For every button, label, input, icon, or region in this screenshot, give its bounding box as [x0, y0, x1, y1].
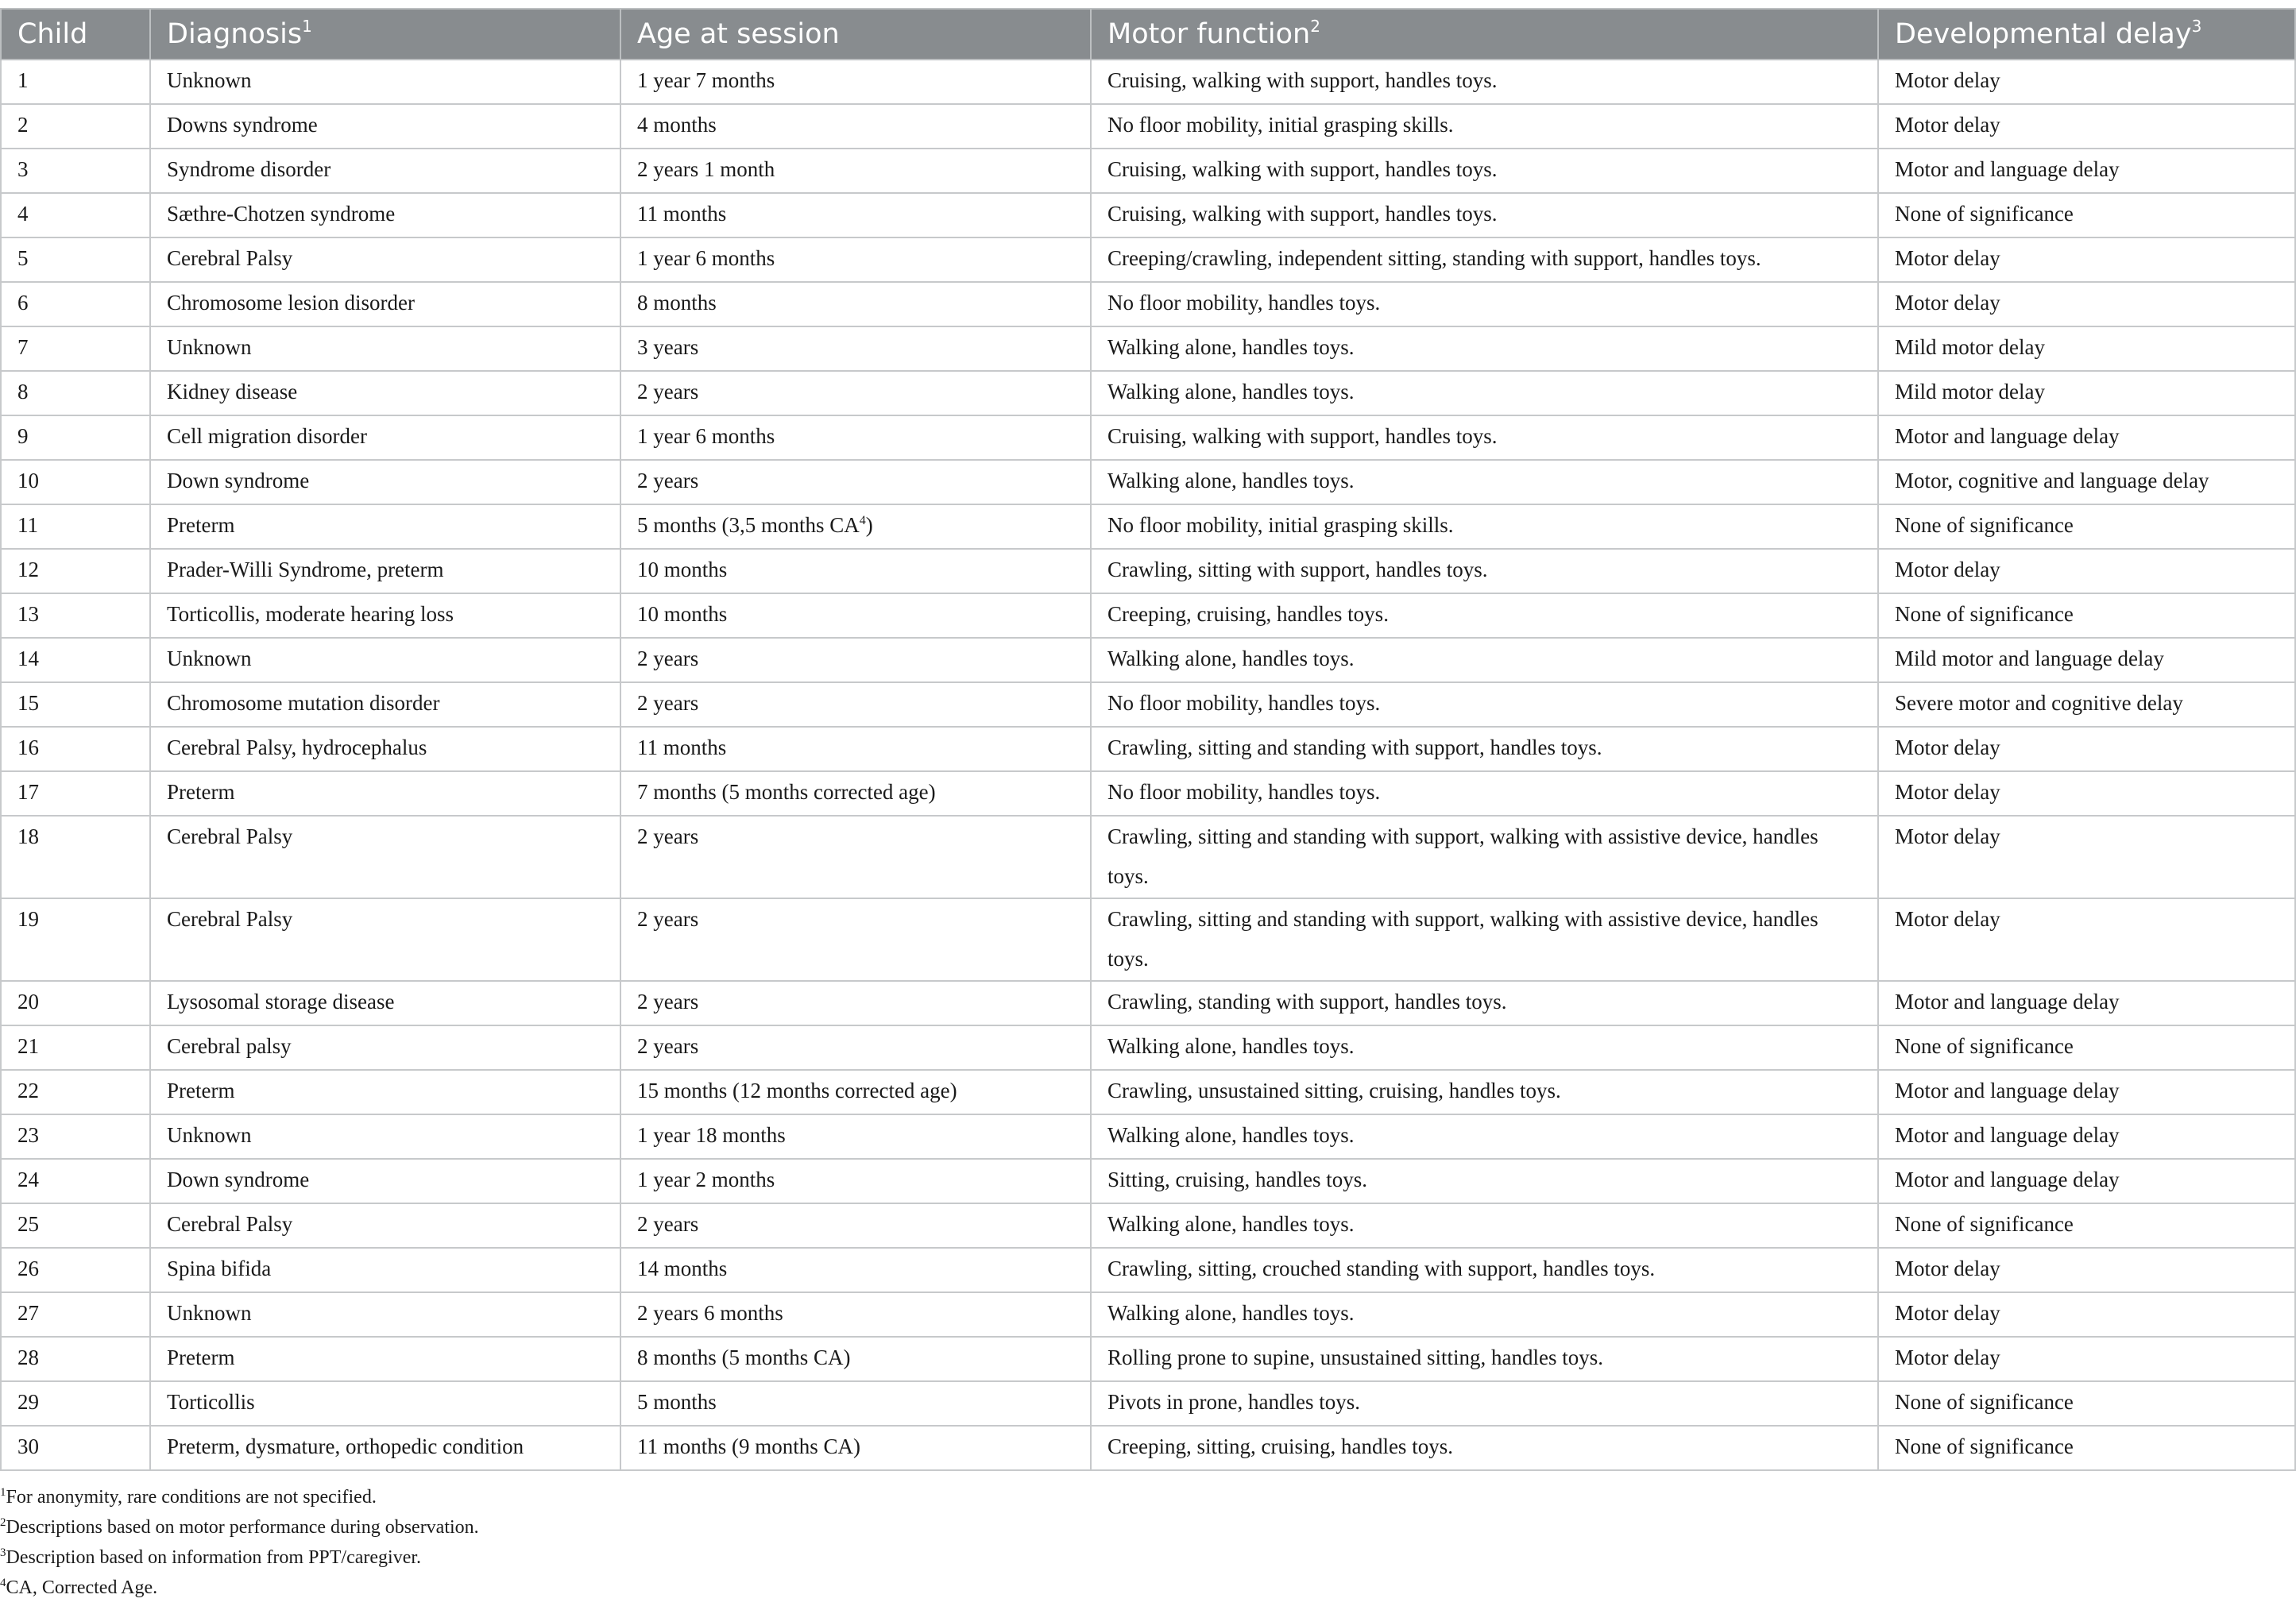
cell-developmental-delay: Motor delay — [1878, 1337, 2295, 1381]
table-row — [1, 193, 2295, 237]
cell-motor-function: Cruising, walking with support, handles toys. — [1091, 60, 1878, 104]
cell-age: 1 year 18 months — [620, 1114, 1091, 1159]
cell-age: 5 months — [620, 1381, 1091, 1426]
cell-diagnosis: Cerebral palsy — [150, 1025, 620, 1070]
cell-developmental-delay: None of significance — [1878, 504, 2295, 549]
cell-child: 11 — [1, 504, 150, 549]
cell-diagnosis: Cerebral Palsy — [150, 237, 620, 282]
cell-age: 5 months (3,5 months $CA^4$) — [620, 504, 1091, 549]
cell-age: 11 months — [620, 193, 1091, 237]
table-row — [1, 1381, 2295, 1426]
cell-diagnosis: Preterm — [150, 504, 620, 549]
cell-motor-function: Creeping, cruising, handles toys. — [1091, 593, 1878, 638]
cell-child: 18 — [1, 816, 150, 898]
cell-age: 8 months (5 months CA) — [620, 1337, 1091, 1381]
cell-child: 17 — [1, 771, 150, 816]
table-row — [1, 326, 2295, 371]
header-developmental-delay: Developmental delay$^3$ — [1878, 9, 2295, 60]
cell-diagnosis: Torticollis, moderate hearing loss — [150, 593, 620, 638]
cell-child: 25 — [1, 1203, 150, 1248]
cell-child: 10 — [1, 460, 150, 504]
cell-age: 2 years — [620, 638, 1091, 682]
cell-developmental-delay: Motor delay — [1878, 237, 2295, 282]
cell-age: 3 years — [620, 326, 1091, 371]
cell-motor-function: Crawling, sitting and standing with support, walking with assistive device, handles toys. — [1091, 816, 1878, 898]
table-row — [1, 415, 2295, 460]
cell-age: 14 months — [620, 1248, 1091, 1292]
cell-developmental-delay: Motor delay — [1878, 60, 2295, 104]
table-row — [1, 816, 2295, 898]
cell-developmental-delay: None of significance — [1878, 1025, 2295, 1070]
cell-motor-function: No floor mobility, handles toys. — [1091, 682, 1878, 727]
cell-child: 26 — [1, 1248, 150, 1292]
cell-developmental-delay: Motor delay — [1878, 816, 2295, 898]
cell-child: 19 — [1, 898, 150, 981]
cell-diagnosis: Kidney disease — [150, 371, 620, 415]
cell-motor-function: Crawling, sitting with support, handles toys. — [1091, 549, 1878, 593]
cell-motor-function: Rolling prone to supine, unsustained sitting, handles toys. — [1091, 1337, 1878, 1381]
cell-age: 2 years — [620, 816, 1091, 898]
cell-child: 13 — [1, 593, 150, 638]
cell-age: 4 months — [620, 104, 1091, 149]
cell-motor-function: Crawling, standing with support, handles toys. — [1091, 981, 1878, 1025]
cell-developmental-delay: Motor and language delay — [1878, 981, 2295, 1025]
cell-age: 10 months — [620, 549, 1091, 593]
cell-motor-function: No floor mobility, handles toys. — [1091, 282, 1878, 326]
table-row — [1, 1203, 2295, 1248]
table-row — [1, 981, 2295, 1025]
cell-developmental-delay: Motor delay — [1878, 898, 2295, 981]
table-row — [1, 237, 2295, 282]
cell-child: 15 — [1, 682, 150, 727]
cell-age: 2 years — [620, 460, 1091, 504]
cell-motor-function: Crawling, sitting, crouched standing with support, handles toys. — [1091, 1248, 1878, 1292]
cell-age: 1 year 2 months — [620, 1159, 1091, 1203]
cell-diagnosis: Cerebral Palsy — [150, 1203, 620, 1248]
cell-diagnosis: Torticollis — [150, 1381, 620, 1426]
cell-motor-function: Pivots in prone, handles toys. — [1091, 1381, 1878, 1426]
cell-child: 5 — [1, 237, 150, 282]
footnote-mark: 4 — [859, 514, 866, 527]
cell-age: 2 years 1 month — [620, 149, 1091, 193]
cell-developmental-delay: None of significance — [1878, 1381, 2295, 1426]
children-characteristics-table — [0, 8, 2296, 1471]
table-row — [1, 1426, 2295, 1470]
cell-developmental-delay: Motor delay — [1878, 1248, 2295, 1292]
cell-diagnosis: Down syndrome — [150, 1159, 620, 1203]
footnote-mark: 4 — [0, 1577, 6, 1589]
cell-motor-function: Crawling, sitting and standing with support, handles toys. — [1091, 727, 1878, 771]
cell-diagnosis: Unknown — [150, 1292, 620, 1337]
table-row — [1, 371, 2295, 415]
cell-developmental-delay: Mild motor delay — [1878, 371, 2295, 415]
table-row — [1, 898, 2295, 981]
cell-child: 28 — [1, 1337, 150, 1381]
cell-developmental-delay: Motor and language delay — [1878, 149, 2295, 193]
cell-diagnosis: Sæthre-Chotzen syndrome — [150, 193, 620, 237]
cell-child: 22 — [1, 1070, 150, 1114]
cell-child: 12 — [1, 549, 150, 593]
footnote-mark: 3 — [0, 1546, 6, 1559]
cell-developmental-delay: Severe motor and cognitive delay — [1878, 682, 2295, 727]
cell-diagnosis: Cell migration disorder — [150, 415, 620, 460]
cell-motor-function: No floor mobility, initial grasping skills. — [1091, 504, 1878, 549]
cell-age: 7 months (5 months corrected age) — [620, 771, 1091, 816]
cell-child: 3 — [1, 149, 150, 193]
cell-diagnosis: Prader-Willi Syndrome, preterm — [150, 549, 620, 593]
cell-child: 29 — [1, 1381, 150, 1426]
cell-age: 1 year 6 months — [620, 415, 1091, 460]
cell-diagnosis: Cerebral Palsy — [150, 898, 620, 981]
table-row — [1, 1070, 2295, 1114]
cell-diagnosis: Preterm — [150, 771, 620, 816]
cell-age: 2 years — [620, 981, 1091, 1025]
table-row — [1, 727, 2295, 771]
cell-motor-function: Crawling, sitting and standing with support, walking with assistive device, handles toys. — [1091, 898, 1878, 981]
cell-motor-function: Cruising, walking with support, handles toys. — [1091, 193, 1878, 237]
cell-developmental-delay: Motor delay — [1878, 104, 2295, 149]
cell-diagnosis: Preterm, dysmature, orthopedic condition — [150, 1426, 620, 1470]
cell-child: 24 — [1, 1159, 150, 1203]
cell-developmental-delay: Motor and language delay — [1878, 1159, 2295, 1203]
cell-motor-function: No floor mobility, initial grasping skills. — [1091, 104, 1878, 149]
footnote-mark: 3 — [2191, 17, 2202, 36]
cell-diagnosis: Unknown — [150, 326, 620, 371]
table-row — [1, 1025, 2295, 1070]
cell-developmental-delay: Mild motor delay — [1878, 326, 2295, 371]
cell-age: 15 months (12 months corrected age) — [620, 1070, 1091, 1114]
table-row — [1, 1292, 2295, 1337]
header-diagnosis: Diagnosis$^1$ — [150, 9, 620, 60]
table-row — [1, 549, 2295, 593]
cell-motor-function: Sitting, cruising, handles toys. — [1091, 1159, 1878, 1203]
cell-diagnosis: Preterm — [150, 1070, 620, 1114]
cell-child: 27 — [1, 1292, 150, 1337]
cell-developmental-delay: Motor and language delay — [1878, 1114, 2295, 1159]
footnote: $^4$CA, Corrected Age. — [0, 1577, 158, 1598]
cell-diagnosis: Unknown — [150, 60, 620, 104]
table-row — [1, 504, 2295, 549]
cell-motor-function: No floor mobility, handles toys. — [1091, 771, 1878, 816]
cell-developmental-delay: Mild motor and language delay — [1878, 638, 2295, 682]
cell-motor-function: Walking alone, handles toys. — [1091, 460, 1878, 504]
cell-age: 2 years — [620, 1025, 1091, 1070]
cell-developmental-delay: Motor, cognitive and language delay — [1878, 460, 2295, 504]
cell-developmental-delay: None of significance — [1878, 1203, 2295, 1248]
cell-age: 10 months — [620, 593, 1091, 638]
cell-motor-function: Cruising, walking with support, handles toys. — [1091, 415, 1878, 460]
cell-diagnosis: Downs syndrome — [150, 104, 620, 149]
cell-age: 1 year 7 months — [620, 60, 1091, 104]
cell-motor-function: Walking alone, handles toys. — [1091, 1203, 1878, 1248]
cell-motor-function: Walking alone, handles toys. — [1091, 1114, 1878, 1159]
footnote: $^2$Descriptions based on motor performance during observation. — [0, 1516, 479, 1538]
cell-age: 11 months (9 months CA) — [620, 1426, 1091, 1470]
cell-motor-function: Walking alone, handles toys. — [1091, 1025, 1878, 1070]
cell-child: 4 — [1, 193, 150, 237]
table-row — [1, 1337, 2295, 1381]
header-age: Age at session — [620, 9, 1091, 60]
table-row — [1, 638, 2295, 682]
header-child: Child — [1, 9, 150, 60]
table-container — [0, 8, 2294, 1471]
cell-diagnosis: Syndrome disorder — [150, 149, 620, 193]
cell-diagnosis: Chromosome lesion disorder — [150, 282, 620, 326]
cell-child: 6 — [1, 282, 150, 326]
cell-diagnosis: Down syndrome — [150, 460, 620, 504]
cell-child: 9 — [1, 415, 150, 460]
cell-child: 1 — [1, 60, 150, 104]
cell-child: 7 — [1, 326, 150, 371]
cell-age: 8 months — [620, 282, 1091, 326]
cell-age: 2 years 6 months — [620, 1292, 1091, 1337]
cell-child: 14 — [1, 638, 150, 682]
cell-diagnosis: Unknown — [150, 1114, 620, 1159]
cell-motor-function: Creeping/crawling, independent sitting, standing with support, handles toys. — [1091, 237, 1878, 282]
cell-developmental-delay: None of significance — [1878, 593, 2295, 638]
cell-motor-function: Creeping, sitting, cruising, handles toys. — [1091, 1426, 1878, 1470]
cell-child: 16 — [1, 727, 150, 771]
header-motor-function: Motor function$^2$ — [1091, 9, 1878, 60]
cell-developmental-delay: Motor delay — [1878, 727, 2295, 771]
table-row — [1, 593, 2295, 638]
cell-child: 30 — [1, 1426, 150, 1470]
cell-developmental-delay: None of significance — [1878, 193, 2295, 237]
cell-developmental-delay: Motor delay — [1878, 1292, 2295, 1337]
cell-diagnosis: Preterm — [150, 1337, 620, 1381]
cell-child: 8 — [1, 371, 150, 415]
cell-age: 2 years — [620, 371, 1091, 415]
cell-developmental-delay: Motor delay — [1878, 771, 2295, 816]
table-row — [1, 149, 2295, 193]
cell-diagnosis: Spina bifida — [150, 1248, 620, 1292]
footnote-mark: 2 — [1310, 17, 1320, 36]
footnote-mark: 1 — [302, 17, 312, 36]
cell-diagnosis: Lysosomal storage disease — [150, 981, 620, 1025]
cell-developmental-delay: None of significance — [1878, 1426, 2295, 1470]
cell-child: 21 — [1, 1025, 150, 1070]
cell-age: 1 year 6 months — [620, 237, 1091, 282]
cell-motor-function: Cruising, walking with support, handles toys. — [1091, 149, 1878, 193]
cell-developmental-delay: Motor and language delay — [1878, 1070, 2295, 1114]
cell-motor-function: Walking alone, handles toys. — [1091, 326, 1878, 371]
cell-child: 23 — [1, 1114, 150, 1159]
cell-motor-function: Walking alone, handles toys. — [1091, 371, 1878, 415]
table-row — [1, 104, 2295, 149]
table-row — [1, 60, 2295, 104]
table-row — [1, 1248, 2295, 1292]
footnote: $^1$For anonymity, rare conditions are not specified. — [0, 1486, 377, 1508]
table-row — [1, 460, 2295, 504]
cell-diagnosis: Chromosome mutation disorder — [150, 682, 620, 727]
footnotes — [0, 1482, 2294, 1603]
cell-motor-function: Walking alone, handles toys. — [1091, 1292, 1878, 1337]
footnote-mark: 1 — [0, 1486, 6, 1499]
table-row — [1, 282, 2295, 326]
cell-developmental-delay: Motor delay — [1878, 549, 2295, 593]
cell-diagnosis: Unknown — [150, 638, 620, 682]
table-row — [1, 1159, 2295, 1203]
cell-child: 2 — [1, 104, 150, 149]
cell-developmental-delay: Motor delay — [1878, 282, 2295, 326]
cell-age: 11 months — [620, 727, 1091, 771]
footnote-mark: 2 — [0, 1516, 6, 1529]
table-row — [1, 682, 2295, 727]
cell-motor-function: Crawling, unsustained sitting, cruising, handles toys. — [1091, 1070, 1878, 1114]
cell-child: 20 — [1, 981, 150, 1025]
cell-age: 2 years — [620, 1203, 1091, 1248]
table-row — [1, 771, 2295, 816]
cell-diagnosis: Cerebral Palsy — [150, 816, 620, 898]
table-row — [1, 1114, 2295, 1159]
cell-developmental-delay: Motor and language delay — [1878, 415, 2295, 460]
footnote: $^3$Description based on information from PPT/caregiver. — [0, 1546, 422, 1568]
header-row — [1, 9, 2295, 60]
cell-age: 2 years — [620, 682, 1091, 727]
cell-motor-function: Walking alone, handles toys. — [1091, 638, 1878, 682]
cell-age: 2 years — [620, 898, 1091, 981]
cell-diagnosis: Cerebral Palsy, hydrocephalus — [150, 727, 620, 771]
